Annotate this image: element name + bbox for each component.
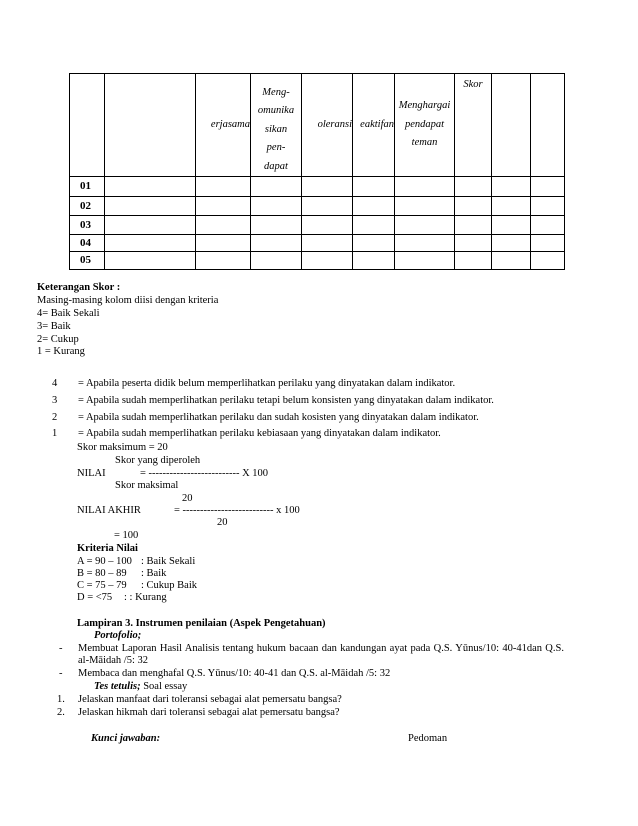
scale-item: 3= Baik bbox=[37, 321, 71, 332]
grade-range: D = <75 bbox=[77, 592, 113, 603]
table-row bbox=[70, 215, 565, 234]
header-no bbox=[70, 74, 105, 177]
nilai-label: NILAI bbox=[77, 468, 106, 479]
criteria-number: 4 bbox=[52, 378, 58, 389]
criteria-number: 1 bbox=[52, 428, 58, 439]
grade-label: : Baik bbox=[141, 568, 167, 579]
akhir-fraction-line: = -------------------------- x 100 bbox=[174, 505, 300, 516]
kunci-jawaban: Kunci jawaban: bbox=[91, 733, 161, 744]
dash-bullet: - bbox=[59, 643, 63, 654]
formula-result: = 100 bbox=[114, 530, 139, 541]
skor-maksimum: Skor maksimum = 20 bbox=[77, 442, 168, 453]
row-number: 03 bbox=[70, 215, 105, 234]
nilai-fraction-line: = -------------------------- X 100 bbox=[140, 468, 269, 479]
header-menghargai: Menghargai pendapat teman bbox=[395, 74, 455, 177]
nilai-akhir-label: NILAI AKHIR bbox=[77, 505, 141, 516]
formula-denominator: Skor maksimal bbox=[115, 480, 179, 491]
question-text: Jelaskan hikmah dari toleransi sebagai alat pemersatu bangsa? bbox=[78, 707, 340, 718]
criteria-text: = Apabila sudah memperlihatkan perilaku kebiasaan yang dinyatakan dalam indikator. bbox=[78, 428, 441, 439]
keterangan-intro: Masing-masing kolom diisi dengan kriteria bbox=[37, 295, 219, 306]
header-toleransi: oleransi bbox=[302, 74, 353, 177]
header-empty bbox=[492, 74, 531, 177]
grade-range: C = 75 – 79 bbox=[77, 580, 127, 591]
dash-bullet: - bbox=[59, 668, 63, 679]
portofolio-item: Membaca dan menghafal Q.S. Yūnus/10: 40-41 dan Q.S. al-Māidah /5: 32 bbox=[78, 668, 391, 679]
question-number: 1. bbox=[57, 694, 65, 705]
portofolio-label: Portofolio; bbox=[94, 630, 142, 641]
formula-numerator: Skor yang diperoleh bbox=[115, 455, 201, 466]
criteria-number: 3 bbox=[52, 395, 58, 406]
question-number: 2. bbox=[57, 707, 65, 718]
row-number: 01 bbox=[70, 176, 105, 196]
pedoman-label: Pedoman bbox=[408, 733, 448, 744]
header-nama bbox=[105, 74, 196, 177]
row-number: 02 bbox=[70, 196, 105, 215]
grade-range: B = 80 – 89 bbox=[77, 568, 127, 579]
header-empty bbox=[531, 74, 565, 177]
akhir-denominator: 20 bbox=[217, 517, 228, 528]
kriteria-nilai-title: Kriteria Nilai bbox=[77, 543, 138, 554]
tes-tertulis bbox=[94, 681, 187, 693]
score-table bbox=[69, 73, 565, 270]
criteria-text: = Apabila sudah memperlihatkan perilaku dan sudah kosisten yang dinyatakan dalam indikator. bbox=[78, 412, 479, 423]
table-row bbox=[70, 251, 565, 269]
table-header-row bbox=[70, 74, 565, 177]
criteria-number: 2 bbox=[52, 412, 58, 423]
header-keaktifan: eaktifan bbox=[353, 74, 395, 177]
grade-label: : Baik Sekali bbox=[141, 556, 196, 567]
table-row bbox=[70, 234, 565, 251]
row-number: 04 bbox=[70, 234, 105, 251]
tes-type: Soal essay bbox=[140, 681, 188, 692]
portofolio-item: Membuat Laporan Hasil Analisis tentang hukum bacaan dan kandungan ayat pada Q.S. Yūnus/10: 40-41dan Q.S. al-Māidah /5: 32 bbox=[78, 643, 564, 667]
header-kerjasama: erjasama bbox=[196, 74, 251, 177]
scale-item: 1 = Kurang bbox=[37, 346, 85, 357]
grade-label: : : Kurang bbox=[124, 592, 167, 603]
tes-label: Tes tetulis; bbox=[94, 681, 141, 692]
table-row bbox=[70, 176, 565, 196]
question-text: Jelaskan manfaat dari toleransi sebagai alat pemersatu bangsa? bbox=[78, 694, 342, 705]
scale-item: 4= Baik Sekali bbox=[37, 308, 100, 319]
scale-item: 2= Cukup bbox=[37, 334, 79, 345]
table-row bbox=[70, 196, 565, 215]
row-number: 05 bbox=[70, 251, 105, 269]
header-komunikasi: Meng- omunika sikan pen- dapat bbox=[251, 74, 302, 177]
criteria-text: = Apabila sudah memperlihatkan perilaku tetapi belum konsisten yang dinyatakan dalam indikator. bbox=[78, 395, 494, 406]
akhir-numerator: 20 bbox=[182, 493, 193, 504]
lampiran-title: Lampiran 3. Instrumen penilaian (Aspek Pengetahuan) bbox=[77, 618, 326, 629]
criteria-text: = Apabila peserta didik belum memperlihatkan perilaku yang dinyatakan dalam indikator. bbox=[78, 378, 456, 389]
header-skor: Skor bbox=[455, 74, 492, 177]
keterangan-title: Keterangan Skor : bbox=[37, 282, 121, 293]
grade-label: : Cukup Baik bbox=[141, 580, 198, 591]
grade-range: A = 90 – 100 bbox=[77, 556, 132, 567]
